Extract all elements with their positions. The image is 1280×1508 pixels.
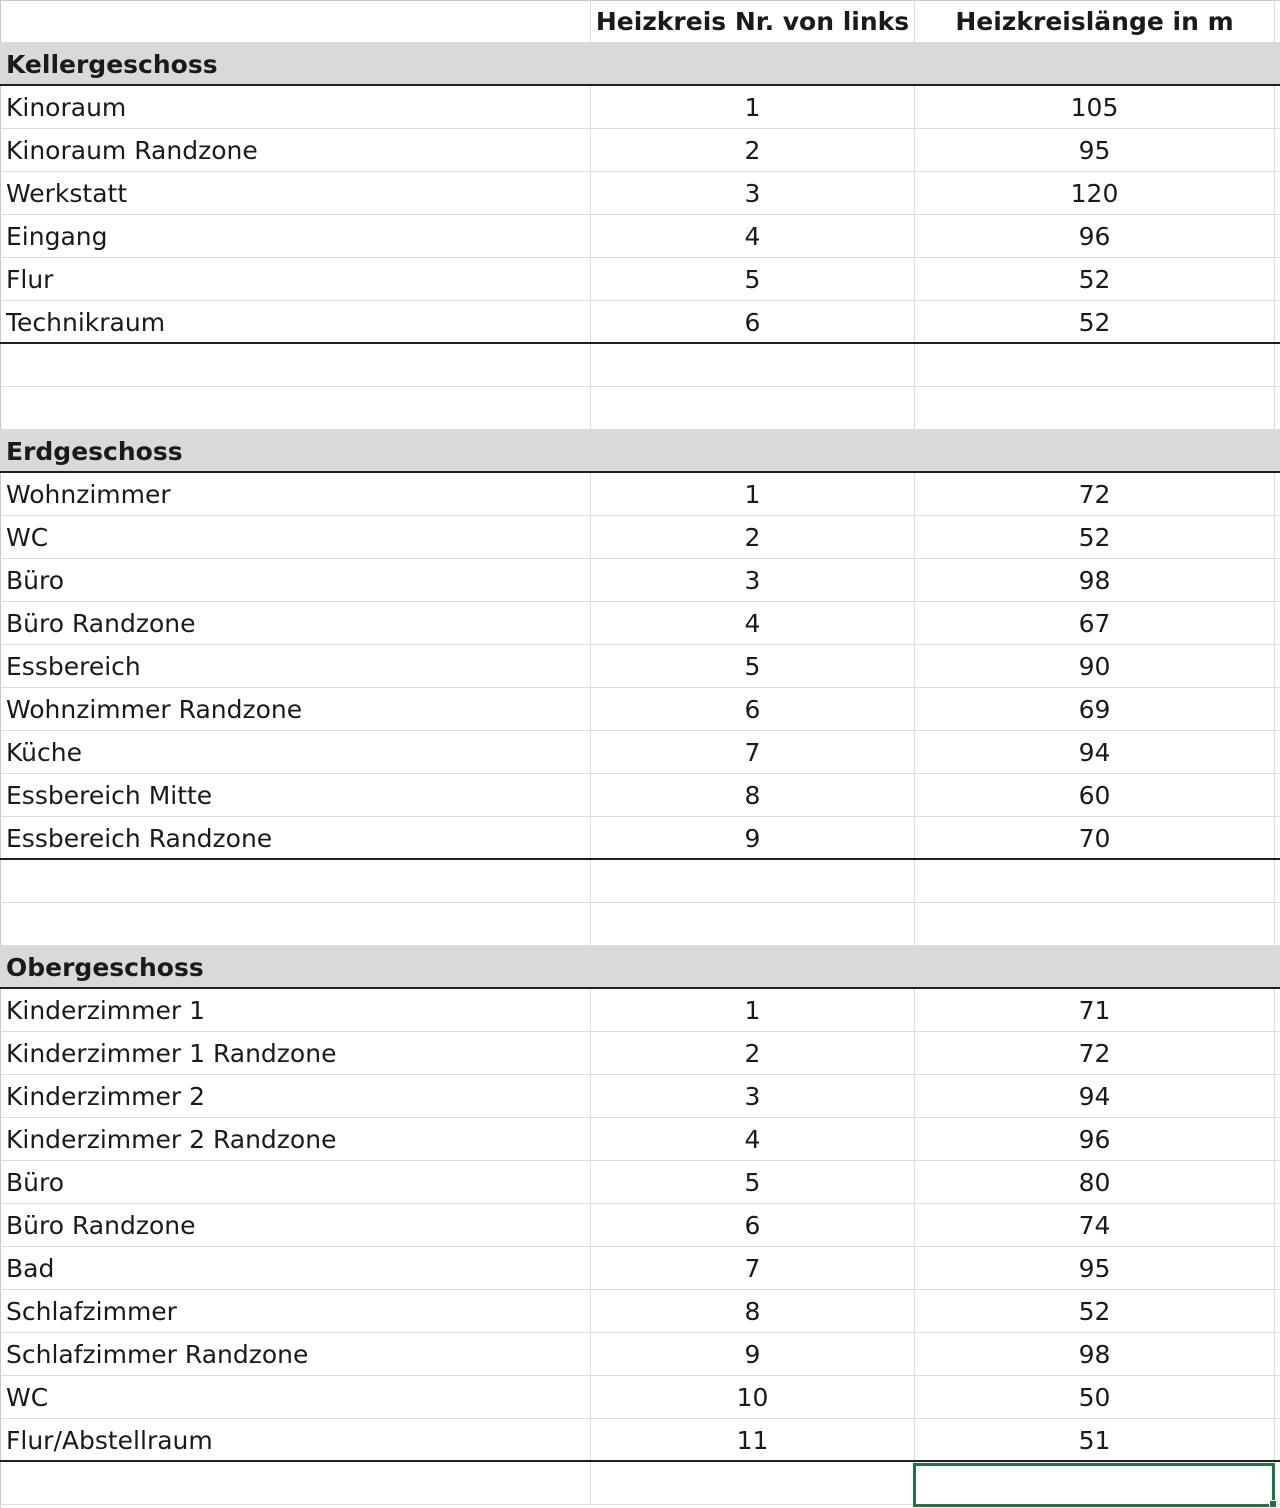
section-cell[interactable] bbox=[914, 946, 1274, 987]
extra-cell[interactable] bbox=[1274, 86, 1280, 128]
room-name-cell[interactable]: Kinderzimmer 2 Randzone bbox=[6, 1125, 337, 1154]
extra-cell[interactable] bbox=[1274, 645, 1280, 687]
table-row bbox=[0, 817, 1280, 860]
blank-row bbox=[0, 387, 1280, 430]
room-name-cell[interactable]: Eingang bbox=[6, 222, 108, 251]
section-title[interactable]: Erdgeschoss bbox=[6, 437, 183, 466]
table-row bbox=[0, 301, 1280, 344]
table-row bbox=[0, 516, 1280, 559]
circuit-length-cell[interactable]: 52 bbox=[914, 301, 1274, 342]
room-name-cell[interactable]: Schlafzimmer bbox=[6, 1297, 177, 1326]
fill-handle[interactable] bbox=[1269, 1500, 1277, 1508]
extra-cell[interactable] bbox=[1274, 989, 1280, 1031]
circuit-length-cell[interactable]: 120 bbox=[914, 172, 1274, 214]
extra-cell[interactable] bbox=[1274, 1290, 1280, 1332]
room-name-cell[interactable]: Büro bbox=[6, 1168, 65, 1197]
table-row bbox=[0, 774, 1280, 817]
empty-cell[interactable] bbox=[914, 860, 1274, 902]
circuit-number-cell[interactable]: 9 bbox=[590, 1333, 914, 1375]
extra-cell[interactable] bbox=[1274, 559, 1280, 601]
circuit-number-cell[interactable]: 6 bbox=[590, 1204, 914, 1246]
empty-cell[interactable] bbox=[590, 344, 914, 386]
empty-cell[interactable] bbox=[0, 860, 590, 902]
empty-cell[interactable] bbox=[914, 344, 1274, 386]
circuit-length-cell[interactable]: 94 bbox=[914, 1075, 1274, 1117]
circuit-length-cell[interactable]: 94 bbox=[914, 731, 1274, 773]
room-name-cell[interactable]: Schlafzimmer Randzone bbox=[6, 1340, 309, 1369]
circuit-length-cell[interactable]: 71 bbox=[914, 989, 1274, 1031]
room-name-cell[interactable]: Werkstatt bbox=[6, 179, 128, 208]
circuit-length-cell[interactable]: 52 bbox=[914, 258, 1274, 300]
circuit-number-cell[interactable]: 11 bbox=[590, 1419, 914, 1460]
empty-cell[interactable] bbox=[914, 387, 1274, 429]
circuit-length-cell[interactable]: 98 bbox=[914, 1333, 1274, 1375]
extra-cell[interactable] bbox=[1274, 731, 1280, 773]
circuit-number-cell[interactable]: 10 bbox=[590, 1376, 914, 1418]
extra-cell[interactable] bbox=[1274, 602, 1280, 644]
circuit-number-cell[interactable]: 4 bbox=[590, 1118, 914, 1160]
table-row bbox=[0, 559, 1280, 602]
circuit-length-cell[interactable]: 60 bbox=[914, 774, 1274, 816]
circuit-number-cell[interactable]: 7 bbox=[590, 1247, 914, 1289]
section-cell[interactable] bbox=[914, 430, 1274, 471]
extra-cell[interactable] bbox=[1274, 1075, 1280, 1117]
circuit-number-cell[interactable]: 7 bbox=[590, 731, 914, 773]
table-row bbox=[0, 1118, 1280, 1161]
table-row bbox=[0, 645, 1280, 688]
circuit-number-cell[interactable]: 4 bbox=[590, 602, 914, 644]
header-cell-room[interactable] bbox=[0, 0, 590, 42]
circuit-number-cell[interactable]: 2 bbox=[590, 516, 914, 558]
circuit-number-cell[interactable]: 1 bbox=[590, 86, 914, 128]
circuit-length-cell[interactable]: 98 bbox=[914, 559, 1274, 601]
extra-cell[interactable] bbox=[1274, 172, 1280, 214]
section-title[interactable]: Obergeschoss bbox=[6, 953, 204, 982]
section-cell[interactable] bbox=[1274, 43, 1280, 84]
column-header-row bbox=[0, 0, 1280, 43]
empty-cell[interactable] bbox=[914, 903, 1274, 945]
room-name-cell[interactable]: Kinderzimmer 2 bbox=[6, 1082, 205, 1111]
circuit-length-cell[interactable]: 105 bbox=[914, 86, 1274, 128]
room-name-cell[interactable]: Bad bbox=[6, 1254, 55, 1283]
circuit-length-cell[interactable]: 52 bbox=[914, 1290, 1274, 1332]
table-row bbox=[0, 1333, 1280, 1376]
active-cell-selection[interactable] bbox=[913, 1463, 1275, 1507]
extra-cell[interactable] bbox=[1274, 1161, 1280, 1203]
room-name-cell[interactable]: WC bbox=[6, 523, 49, 552]
table-row bbox=[0, 258, 1280, 301]
section-cell[interactable] bbox=[1274, 946, 1280, 987]
header-cell-extra[interactable] bbox=[1274, 0, 1280, 42]
extra-cell[interactable] bbox=[1274, 129, 1280, 171]
circuit-length-cell[interactable]: 80 bbox=[914, 1161, 1274, 1203]
circuit-number-cell[interactable]: 2 bbox=[590, 1032, 914, 1074]
empty-cell[interactable] bbox=[590, 860, 914, 902]
table-row bbox=[0, 1290, 1280, 1333]
room-name-cell[interactable]: Flur bbox=[6, 265, 54, 294]
table-row bbox=[0, 731, 1280, 774]
table-row bbox=[0, 1161, 1280, 1204]
table-row bbox=[0, 1247, 1280, 1290]
circuit-number-cell[interactable]: 1 bbox=[590, 473, 914, 515]
circuit-length-cell[interactable]: 96 bbox=[914, 1118, 1274, 1160]
circuit-length-cell[interactable]: 70 bbox=[914, 817, 1274, 858]
table-row bbox=[0, 602, 1280, 645]
room-name-cell[interactable]: Büro Randzone bbox=[6, 1211, 196, 1240]
extra-cell[interactable] bbox=[1274, 1204, 1280, 1246]
section-cell[interactable] bbox=[590, 43, 914, 84]
table-row bbox=[0, 1075, 1280, 1118]
table-row bbox=[0, 215, 1280, 258]
room-name-cell[interactable]: Büro Randzone bbox=[6, 609, 196, 638]
extra-cell[interactable] bbox=[1274, 1419, 1280, 1460]
circuit-number-cell[interactable]: 6 bbox=[590, 301, 914, 342]
table-row bbox=[0, 129, 1280, 172]
section-cell[interactable] bbox=[914, 43, 1274, 84]
empty-cell[interactable] bbox=[590, 387, 914, 429]
empty-cell[interactable] bbox=[590, 903, 914, 945]
empty-cell[interactable] bbox=[0, 387, 590, 429]
room-name-cell[interactable]: Technikraum bbox=[6, 308, 166, 337]
room-name-cell[interactable]: Kinoraum Randzone bbox=[6, 136, 258, 165]
table-row bbox=[0, 1376, 1280, 1419]
circuit-length-cell[interactable]: 95 bbox=[914, 1247, 1274, 1289]
circuit-length-cell[interactable]: 96 bbox=[914, 215, 1274, 257]
section-cell[interactable] bbox=[590, 430, 914, 471]
empty-cell[interactable] bbox=[0, 344, 590, 386]
table-row bbox=[0, 1419, 1280, 1462]
circuit-number-cell[interactable]: 4 bbox=[590, 215, 914, 257]
empty-cell[interactable] bbox=[1274, 903, 1280, 945]
circuit-length-cell[interactable]: 90 bbox=[914, 645, 1274, 687]
circuit-number-cell[interactable]: 8 bbox=[590, 774, 914, 816]
table-row bbox=[0, 1032, 1280, 1075]
section-cell[interactable] bbox=[1274, 430, 1280, 471]
extra-cell[interactable] bbox=[1274, 774, 1280, 816]
room-name-cell[interactable]: Kinoraum bbox=[6, 93, 127, 122]
circuit-number-cell[interactable]: 5 bbox=[590, 645, 914, 687]
empty-cell[interactable] bbox=[1274, 387, 1280, 429]
room-name-cell[interactable]: Essbereich Randzone bbox=[6, 824, 273, 853]
room-name-cell[interactable]: Wohnzimmer bbox=[6, 480, 171, 509]
room-name-cell[interactable]: Essbereich Mitte bbox=[6, 781, 213, 810]
circuit-length-cell[interactable]: 74 bbox=[914, 1204, 1274, 1246]
room-name-cell[interactable]: Kinderzimmer 1 Randzone bbox=[6, 1039, 337, 1068]
header-cell-circuit-number[interactable]: Heizkreis Nr. von links bbox=[590, 0, 914, 42]
circuit-number-cell[interactable]: 5 bbox=[590, 258, 914, 300]
table-row bbox=[0, 1204, 1280, 1247]
room-name-cell[interactable]: Essbereich bbox=[6, 652, 141, 681]
empty-cell[interactable] bbox=[0, 903, 590, 945]
extra-cell[interactable] bbox=[1274, 473, 1280, 515]
circuit-length-cell[interactable]: 72 bbox=[914, 473, 1274, 515]
circuit-number-cell[interactable]: 1 bbox=[590, 989, 914, 1031]
table-row bbox=[0, 989, 1280, 1032]
extra-cell[interactable] bbox=[1274, 1118, 1280, 1160]
extra-cell[interactable] bbox=[1274, 688, 1280, 730]
extra-cell[interactable] bbox=[1274, 258, 1280, 300]
empty-cell[interactable] bbox=[590, 1462, 914, 1504]
circuit-number-cell[interactable]: 6 bbox=[590, 688, 914, 730]
table-row bbox=[0, 86, 1280, 129]
room-name-cell[interactable]: WC bbox=[6, 1383, 49, 1412]
circuit-number-cell[interactable]: 3 bbox=[590, 1075, 914, 1117]
section-row bbox=[0, 430, 1280, 473]
circuit-length-cell[interactable]: 72 bbox=[914, 1032, 1274, 1074]
room-name-cell[interactable]: Wohnzimmer Randzone bbox=[6, 695, 303, 724]
empty-cell[interactable] bbox=[1274, 344, 1280, 386]
extra-cell[interactable] bbox=[1274, 215, 1280, 257]
circuit-length-cell[interactable]: 67 bbox=[914, 602, 1274, 644]
circuit-length-cell[interactable]: 51 bbox=[914, 1419, 1274, 1460]
empty-cell[interactable] bbox=[0, 1462, 590, 1504]
blank-row bbox=[0, 344, 1280, 387]
blank-row bbox=[0, 903, 1280, 946]
extra-cell[interactable] bbox=[1274, 817, 1280, 858]
table-row bbox=[0, 172, 1280, 215]
circuit-number-cell[interactable]: 9 bbox=[590, 817, 914, 858]
circuit-number-cell[interactable]: 8 bbox=[590, 1290, 914, 1332]
empty-cell[interactable] bbox=[1274, 860, 1280, 902]
room-name-cell[interactable]: Küche bbox=[6, 738, 82, 767]
extra-cell[interactable] bbox=[1274, 1333, 1280, 1375]
circuit-length-cell[interactable]: 69 bbox=[914, 688, 1274, 730]
room-name-cell[interactable]: Flur/Abstellraum bbox=[6, 1426, 213, 1455]
room-name-cell[interactable]: Kinderzimmer 1 bbox=[6, 996, 205, 1025]
room-name-cell[interactable]: Büro bbox=[6, 566, 65, 595]
circuit-length-cell[interactable]: 50 bbox=[914, 1376, 1274, 1418]
section-title[interactable]: Kellergeschoss bbox=[6, 50, 218, 79]
section-cell[interactable] bbox=[590, 946, 914, 987]
header-cell-circuit-length[interactable]: Heizkreislänge in m bbox=[914, 0, 1274, 42]
extra-cell[interactable] bbox=[1274, 301, 1280, 342]
table-row bbox=[0, 473, 1280, 516]
blank-row bbox=[0, 860, 1280, 903]
circuit-length-cell[interactable]: 52 bbox=[914, 516, 1274, 558]
section-row bbox=[0, 43, 1280, 86]
extra-cell[interactable] bbox=[1274, 1376, 1280, 1418]
circuit-length-cell[interactable]: 95 bbox=[914, 129, 1274, 171]
section-row bbox=[0, 946, 1280, 989]
circuit-number-cell[interactable]: 5 bbox=[590, 1161, 914, 1203]
extra-cell[interactable] bbox=[1274, 1032, 1280, 1074]
circuit-number-cell[interactable]: 2 bbox=[590, 129, 914, 171]
table-row bbox=[0, 688, 1280, 731]
circuit-number-cell[interactable]: 3 bbox=[590, 559, 914, 601]
extra-cell[interactable] bbox=[1274, 1247, 1280, 1289]
circuit-number-cell[interactable]: 3 bbox=[590, 172, 914, 214]
extra-cell[interactable] bbox=[1274, 516, 1280, 558]
